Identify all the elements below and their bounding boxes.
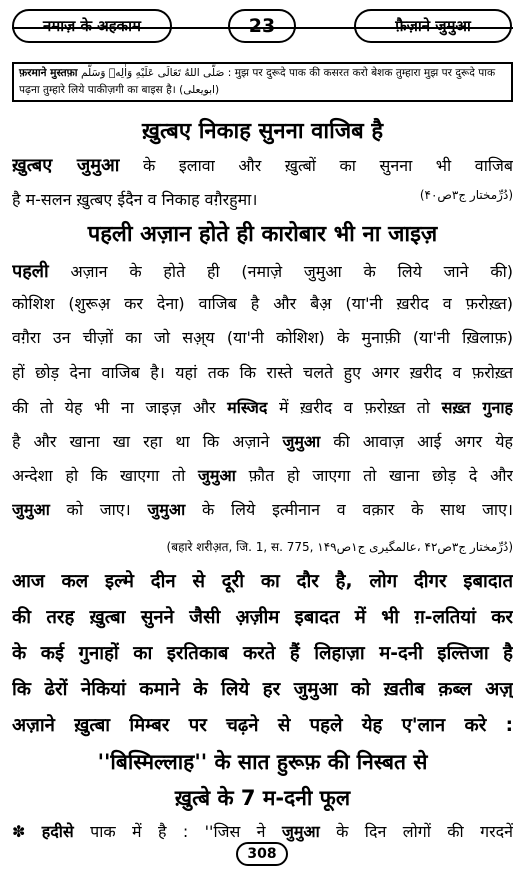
bold-term: जुमुआ [198,466,236,485]
header-rule [12,27,513,29]
heading-nikah-sermon: ख़ुत्बए निकाह सुनना वाजिब है [141,119,384,144]
text: के लिये इत्मीनान व वक़ार के साथ जाए। [185,500,513,519]
text: के दिन लोगों की गरदनें [319,822,513,841]
bold-term: पहली [12,261,49,282]
paragraph-1-line-1 [12,153,513,177]
text: फ़ौत हो जाएगा तो खाना छोड़ दे और [235,466,513,485]
para3-line-3: के कई गुनाहों का इरतिकाब करते हैं लिहाज़ा म-दनी इल्तिजा है [12,643,513,664]
bold-term: सख़्त गुनाह [441,398,513,417]
bold-term: मस्जिद [227,398,268,417]
text: पाक में है : ''जिस ने [73,822,282,841]
saying-line-2: पढ़ना तुम्हारे लिये पाकीज़गी का बाइस है। (ابویعلی) [19,84,220,96]
last-line [12,820,513,842]
para3-line-1: आज कल इल्मे दीन से दूरी का दौर है, लोग दीगर इबादात [12,571,513,592]
para2-line-4: हों छोड़ देना वाजिब है। यहां तक कि रास्ते चलते हुए अगर ख़रीद व फ़रोख़्त [12,363,513,382]
bold-term: जुमुआ [147,500,186,519]
bold-term: जुमुआ [12,500,50,519]
heading-bismillah: ''बिस्मिल्लाह'' के सात हुरूफ़ की निस्बत से [97,750,428,774]
saying-label: फ़रमाने मुस्तफ़ा [19,67,78,79]
para2-line-3: वग़ैरा उन चीज़ों का जो सअ़्य (या'नी कोशिश) के मुनाफ़ी (या'नी ख़िलाफ़) [12,328,513,347]
text: अज़ान के होते ही (नमाज़े जुमुआ के लिये जाने की) [48,262,513,281]
flower-icon: ✽ [12,822,26,841]
para2-line-8 [12,498,513,520]
text: की तो येह भी ना जाइज़ और [12,398,228,417]
para2-line-6 [12,430,513,452]
text: में ख़रीद व फ़रोख़्त तो [267,398,442,417]
bold-term: हदीसे [41,822,74,841]
text: अन्देशा हो कि खाएगा तो [12,466,199,485]
salutation: صَلَّى اللهُ تَعَالَى عَلَيْهِ وَاٰلِهٖ وَسَلَّم [80,67,225,79]
para3-line-2: की तरह ख़ुत्बा सुनने जैसी अ़ज़ीम इबादत में भी ग़-लतियां कर [12,607,513,628]
bold-term: जुमुआ [282,432,321,451]
reference-line: (बहारे शरीअ़त, जि. 1, स. 775, دُرِّمختار ج۳ص۴۲ ،عالمگیری ج۱ص۱۴۹) [166,540,513,554]
reference: (دُرِّمختار ج۳ص۴۰) [419,188,513,202]
chapter-title: नमाज़ के अहकाम [12,9,172,43]
text: की आवाज़ आई अगर येह [320,432,513,451]
page-number: 23 [228,9,296,43]
text: है और खाना खा रहा था कि अज़ाने [12,432,283,451]
saying-box [12,62,513,102]
para3-line-4: कि ढेरों नेकियां कमाने के लिये हर जुमुआ को ख़तीब क़ब्ल अज़् [12,679,513,700]
bold-term: जुमुआ [281,822,320,841]
para3-line-5: अज़ाने ख़ुत्बा मिम्बर पर चढ़ने से पहले येह ए'लान करे : [12,715,513,736]
book-page-number: 308 [236,842,288,866]
text: के इलावा और ख़ुत्बों का सुनना भी वाजिब [119,156,513,175]
book-title: फ़ैज़ाने जुमुआ [354,9,512,43]
text: है म-सलन ख़ुत्बए ईदैन व निकाह वग़ैरहुमा। [12,190,258,209]
paragraph-1-line-2 [12,188,513,210]
para2-line-5 [12,396,513,418]
heading-first-azan: पहली अज़ान होते ही कारोबार भी ना जाइज़ [87,222,438,247]
heading-seven-pearls: ख़ुत्बे के 7 म-दनी फूल [174,786,351,810]
text: को जाए। [49,500,148,519]
para2-line-7 [12,464,513,486]
saying-line-1: : मुझ पर दुरूदे पाक की कसरत करो बेशक तुम्हारा मुझ पर दुरूदे पाक [227,67,496,79]
para2-line-2: कोशिश (शुरूअ़ कर देना) वाजिब है और बैअ़ (या'नी ख़रीद व फ़रोख़्त) [12,294,513,313]
bold-term: ख़ुत्बए जुमुआ [12,155,120,176]
para2-line-1 [12,259,513,283]
